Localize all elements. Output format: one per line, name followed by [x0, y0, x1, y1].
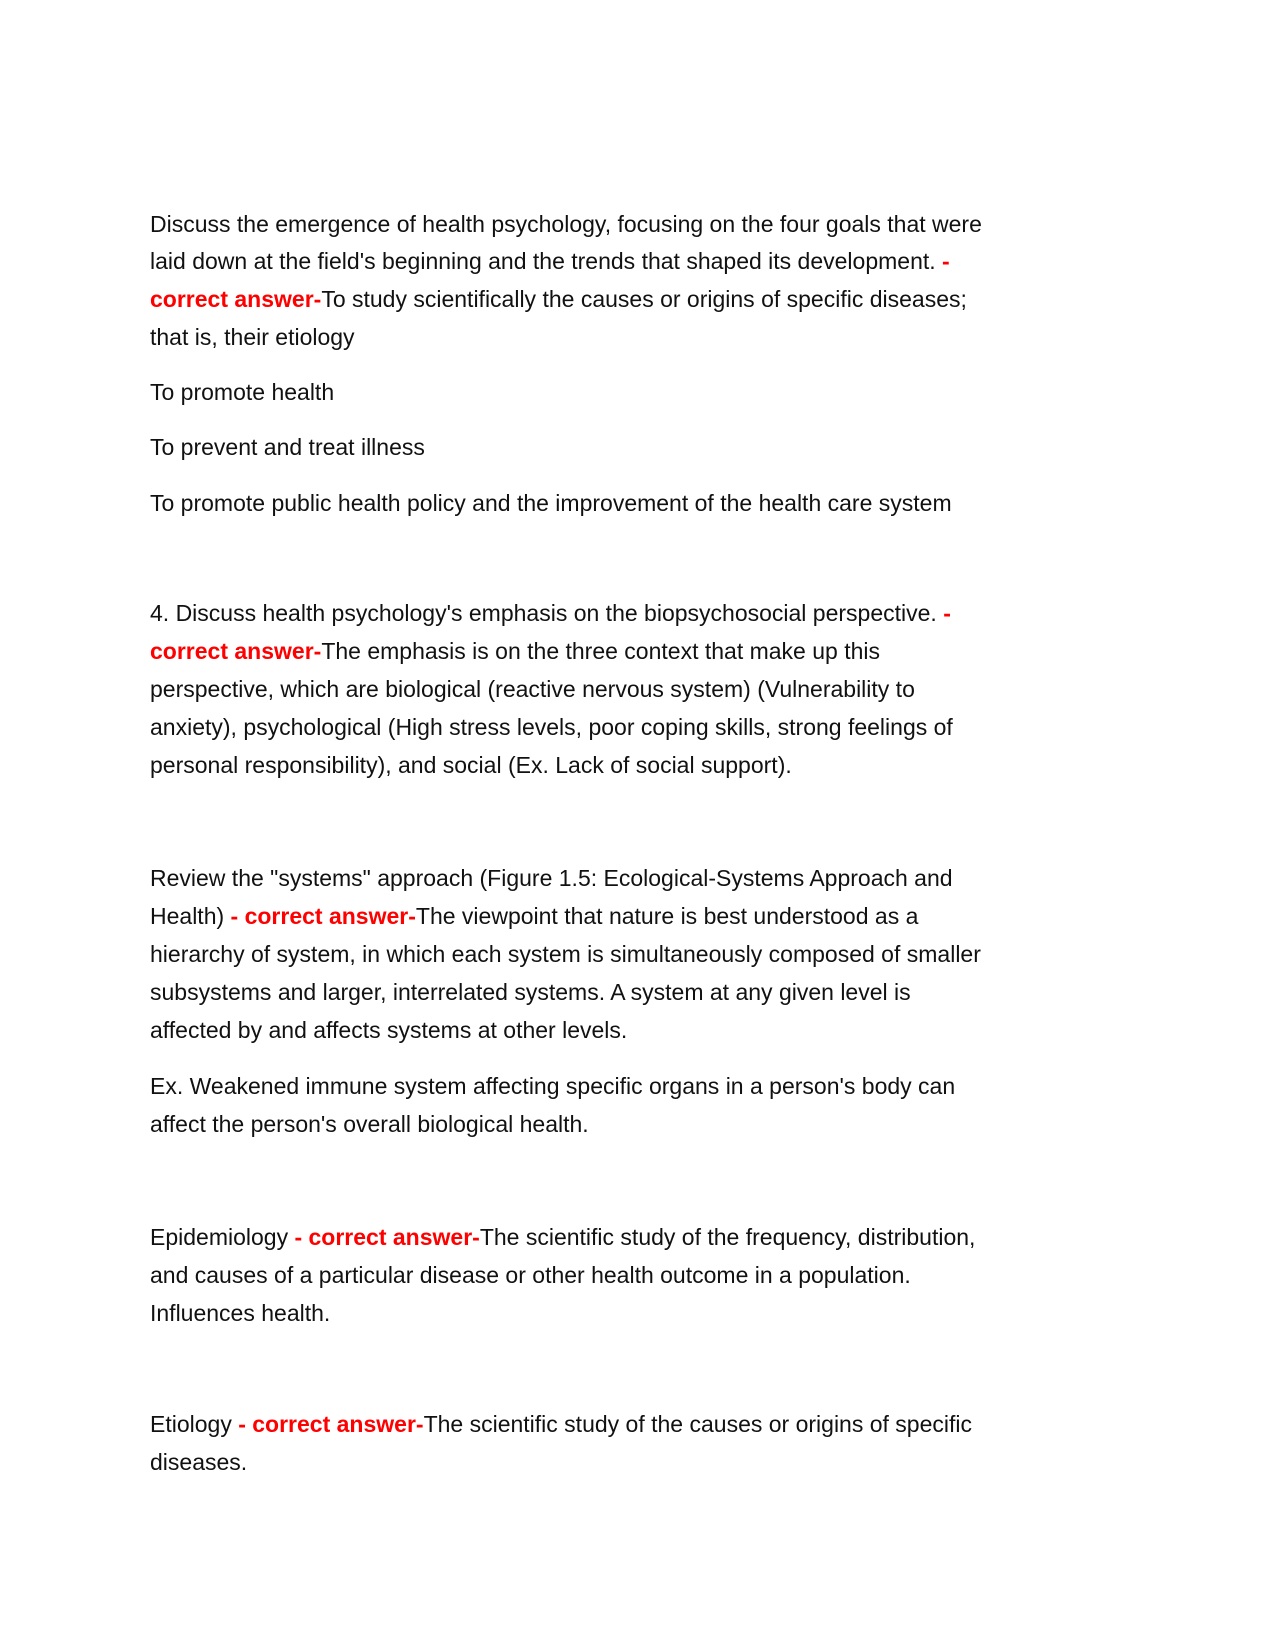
text-segment: To promote health — [150, 379, 335, 405]
text-segment: personal responsibility), and social (Ex. Lack of social support). — [150, 752, 792, 778]
text-segment: Influences health. — [150, 1300, 331, 1326]
text-line — [150, 978, 911, 1006]
correct-answer-label: correct answer- — [150, 638, 322, 664]
text-segment: that is, their etiology — [150, 324, 355, 350]
text-line — [150, 210, 982, 238]
text-line — [150, 1410, 972, 1438]
text-segment: The emphasis is on the three context that make up this — [321, 638, 881, 664]
correct-answer-label: - correct answer- — [238, 1411, 424, 1437]
text-segment: perspective, which are biological (reactive nervous system) (Vulnerability to — [150, 676, 915, 702]
text-segment: affected by and affects systems at other levels. — [150, 1017, 628, 1043]
text-line — [150, 378, 334, 406]
text-line — [150, 1299, 330, 1327]
text-segment: diseases. — [150, 1449, 248, 1475]
text-line — [150, 323, 355, 351]
text-line — [150, 1072, 955, 1100]
text-segment: To promote public health policy and the improvement of the health care system — [150, 490, 952, 516]
text-segment: Ex. Weakened immune system affecting specific organs in a person's body can — [150, 1073, 956, 1099]
text-segment: The scientific study of the frequency, distribution, — [479, 1224, 976, 1250]
text-segment: To prevent and treat illness — [150, 434, 425, 460]
text-line — [150, 864, 953, 892]
text-line — [150, 1110, 589, 1138]
text-segment: Discuss the emergence of health psychology, focusing on the four goals that were — [150, 211, 982, 237]
text-segment: The scientific study of the causes or origins of specific — [423, 1411, 972, 1437]
text-segment: anxiety), psychological (High stress levels, poor coping skills, strong feelings of — [150, 714, 953, 740]
text-line — [150, 902, 918, 930]
text-line — [150, 1016, 627, 1044]
text-segment: and causes of a particular disease or other health outcome in a population. — [150, 1262, 911, 1288]
text-segment: Review the "systems" approach (Figure 1.5: Ecological-Systems Approach and — [150, 865, 953, 891]
text-segment: hierarchy of system, in which each system is simultaneously composed of smaller — [150, 941, 981, 967]
text-line — [150, 751, 792, 779]
correct-answer-label: - — [943, 600, 951, 626]
text-segment: The viewpoint that nature is best understood as a — [415, 903, 919, 929]
text-line — [150, 285, 967, 313]
correct-answer-label: - correct answer- — [230, 903, 416, 929]
text-line — [150, 1261, 911, 1289]
text-line — [150, 713, 953, 741]
text-line — [150, 1448, 247, 1476]
text-segment: Health) — [150, 903, 231, 929]
text-segment: affect the person's overall biological health. — [150, 1111, 589, 1137]
text-segment: To study scientifically the causes or origins of specific diseases; — [321, 286, 967, 312]
text-line — [150, 637, 880, 665]
text-line — [150, 247, 950, 275]
correct-answer-label: - correct answer- — [294, 1224, 480, 1250]
correct-answer-label: - — [942, 248, 950, 274]
text-segment: subsystems and larger, interrelated systems. A system at any given level is — [150, 979, 911, 1005]
text-line — [150, 599, 951, 627]
text-line — [150, 675, 915, 703]
text-segment: laid down at the field's beginning and the trends that shaped its development. — [150, 248, 943, 274]
text-line — [150, 940, 981, 968]
text-segment: 4. Discuss health psychology's emphasis on the biopsychosocial perspective. — [150, 600, 944, 626]
text-segment: Etiology — [150, 1411, 239, 1437]
text-segment: Epidemiology — [150, 1224, 295, 1250]
text-line — [150, 433, 425, 461]
text-line — [150, 489, 952, 517]
text-line — [150, 1223, 975, 1251]
correct-answer-label: correct answer- — [150, 286, 322, 312]
